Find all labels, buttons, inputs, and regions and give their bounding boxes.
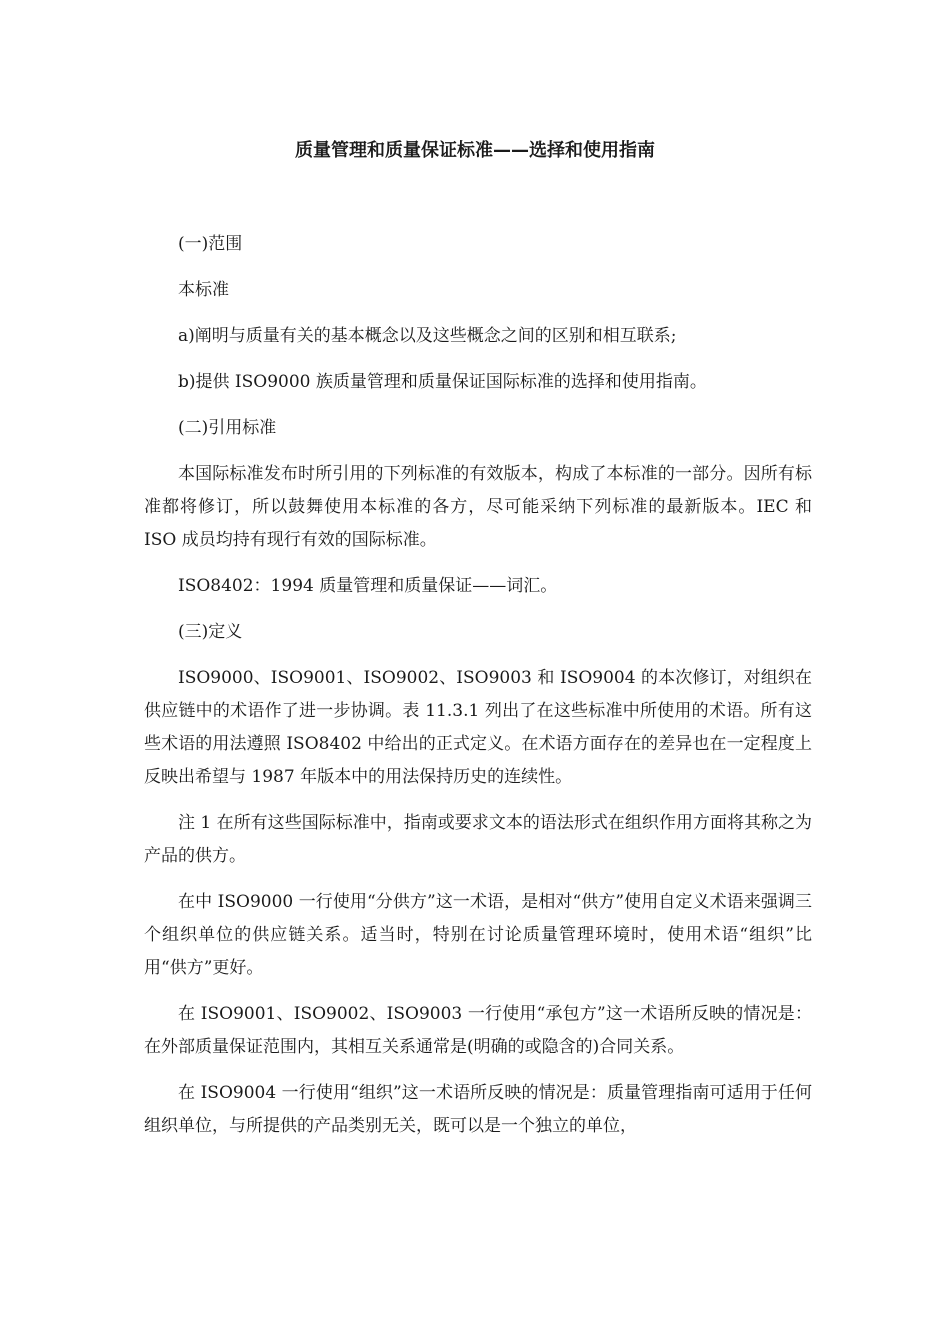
document-title: 质量管理和质量保证标准——选择和使用指南 xyxy=(295,140,655,161)
section-heading-definitions: (三)定义 xyxy=(178,622,243,642)
paragraph: 在中 ISO9000 一行使用“分供方”这一术语，是相对“供方”使用自定义术语来强调三个组织单位的供应链关系。适当时，特别在讨论质量管理环境时，使用术语“组织”比用“供方”更好。 xyxy=(144,892,812,978)
paragraph: 在 ISO9001、ISO9002、ISO9003 一行使用“承包方”这一术语所反映的情况是：在外部质量保证范围内，其相互关系通常是(明确的或隐含的)合同关系。 xyxy=(144,1004,812,1057)
section-heading-references: (二)引用标准 xyxy=(178,418,277,438)
list-item: a)阐明与质量有关的基本概念以及这些概念之间的区别和相互联系; xyxy=(178,326,677,346)
paragraph: ISO8402：1994 质量管理和质量保证——词汇。 xyxy=(178,576,558,596)
section-heading-scope: (一)范围 xyxy=(178,234,243,254)
note-paragraph: 注 1 在所有这些国际标准中，指南或要求文本的语法形式在组织作用方面将其称之为产品的供方。 xyxy=(144,813,812,866)
list-item: b)提供 ISO9000 族质量管理和质量保证国际标准的选择和使用指南。 xyxy=(178,372,707,392)
paragraph: 在 ISO9004 一行使用“组织”这一术语所反映的情况是：质量管理指南可适用于任何组织单位，与所提供的产品类别无关，既可以是一个独立的单位， xyxy=(144,1083,812,1136)
paragraph: 本标准 xyxy=(178,280,229,300)
paragraph: 本国际标准发布时所引用的下列标准的有效版本，构成了本标准的一部分。因所有标准都将修订，所以鼓舞使用本标准的各方，尽可能采纳下列标准的最新版本。IEC 和 ISO 成员均持有现行有效的国际标准。 xyxy=(144,464,812,550)
paragraph: ISO9000、ISO9001、ISO9002、ISO9003 和 ISO9004 的本次修订，对组织在供应链中的术语作了进一步协调。表 11.3.1 列出了在这些标准中所使用的术语。所有这些术语的用法遵照 ISO8402 中给出的正式定义。在术语方面存在的差异也在一定程度上反映出希望与 1987 年版本中的用法保持历史的连续性。 xyxy=(144,668,812,787)
document-body xyxy=(144,228,812,1156)
